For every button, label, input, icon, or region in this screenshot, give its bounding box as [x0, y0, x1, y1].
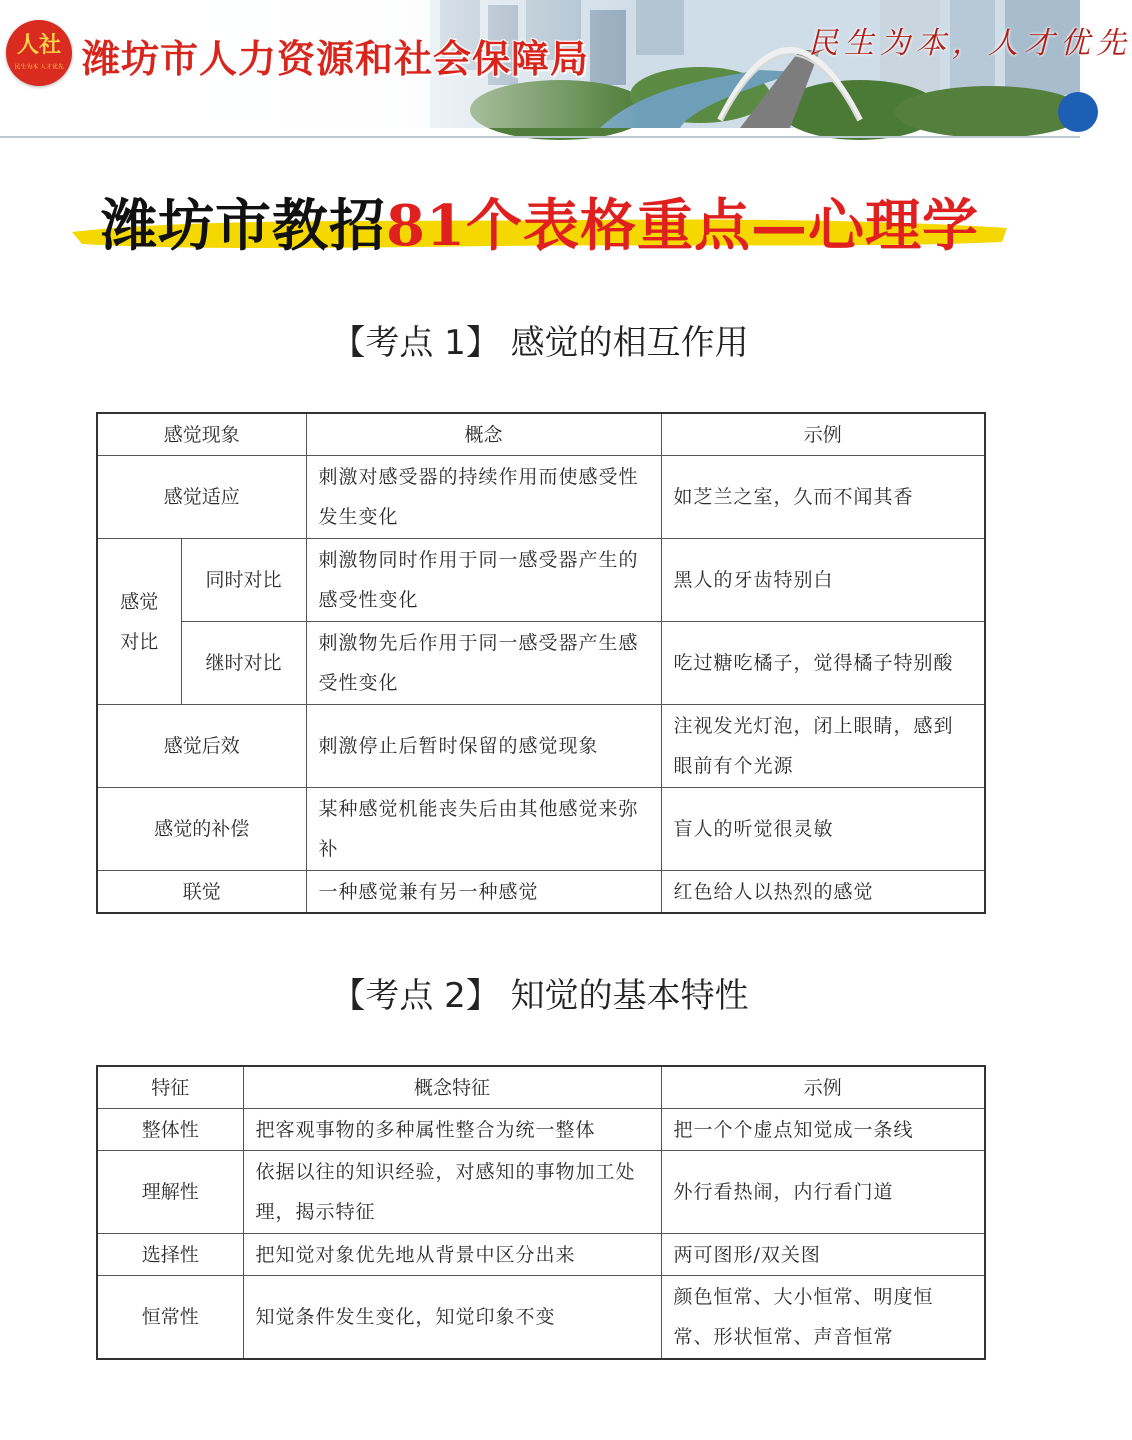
- row-concept: 把知觉对象优先地从背景中区分出来: [243, 1234, 661, 1276]
- table-header-row: [97, 1066, 985, 1109]
- banner-divider: [0, 136, 1080, 138]
- row-example: 红色给人以热烈的感觉: [661, 871, 985, 914]
- row-concept: 刺激物先后作用于同一感受器产生感受性变化: [306, 622, 661, 705]
- row-concept: 某种感觉机能丧失后由其他感觉来弥补: [306, 788, 661, 871]
- header-banner: [0, 0, 1132, 128]
- section1-heading: 【考点 1】 感觉的相互作用: [331, 323, 749, 363]
- row-example: 吃过糖吃橘子，觉得橘子特别酸: [661, 622, 985, 705]
- sensation-interaction-table: [96, 412, 986, 914]
- header-cell: 示例: [661, 1066, 985, 1109]
- header-cell: 特征: [97, 1066, 243, 1109]
- perception-features-table: [96, 1065, 986, 1360]
- row-concept: 刺激停止后暂时保留的感觉现象: [306, 705, 661, 788]
- table-row: [97, 622, 985, 705]
- header-cell: 概念: [306, 413, 661, 456]
- table-row: [97, 705, 985, 788]
- header-cell: 感觉现象: [97, 413, 306, 456]
- table-row: [97, 539, 985, 622]
- table-row: [97, 1234, 985, 1276]
- row-concept: 把客观事物的多种属性整合为统一整体: [243, 1109, 661, 1151]
- row-name: 恒常性: [97, 1276, 243, 1360]
- bureau-logo: [6, 20, 72, 86]
- table-row: [97, 1276, 985, 1360]
- row-name: 联觉: [97, 871, 306, 914]
- row-example: 两可图形/双关图: [661, 1234, 985, 1276]
- table-row: [97, 456, 985, 539]
- page-title-red: 81个表格重点—心理学: [386, 193, 979, 259]
- row-name: 同时对比: [181, 539, 306, 622]
- row-name: 感觉的补偿: [97, 788, 306, 871]
- banner-title: 潍坊市人力资源和社会保障局: [82, 37, 590, 81]
- header-cell: 示例: [661, 413, 985, 456]
- row-concept: 刺激对感受器的持续作用而使感受性发生变化: [306, 456, 661, 539]
- banner-slogan: 民生为本，人才优先: [808, 26, 1132, 61]
- row-example: 注视发光灯泡，闭上眼睛，感到眼前有个光源: [661, 705, 985, 788]
- logo-caption: 民生为本 人才优先: [14, 63, 64, 71]
- row-example: 盲人的听觉很灵敏: [661, 788, 985, 871]
- row-example: 黑人的牙齿特别白: [661, 539, 985, 622]
- row-example: 把一个个虚点知觉成一条线: [661, 1109, 985, 1151]
- row-name: 感觉适应: [97, 456, 306, 539]
- header-cell: 概念特征: [243, 1066, 661, 1109]
- row-concept: 知觉条件发生变化，知觉印象不变: [243, 1276, 661, 1360]
- row-group-name: 感觉对比: [97, 539, 181, 705]
- row-concept: 一种感觉兼有另一种感觉: [306, 871, 661, 914]
- search-badge-icon[interactable]: [1058, 92, 1098, 132]
- row-name: 感觉后效: [97, 705, 306, 788]
- table-header-row: [97, 413, 985, 456]
- row-example: 外行看热闹，内行看门道: [661, 1151, 985, 1234]
- row-name: 继时对比: [181, 622, 306, 705]
- logo-mark: 人社: [16, 32, 61, 58]
- row-name: 选择性: [97, 1234, 243, 1276]
- row-name: 理解性: [97, 1151, 243, 1234]
- row-example: 如芝兰之室，久而不闻其香: [661, 456, 985, 539]
- page-title: [0, 182, 1080, 262]
- section2-heading: 【考点 2】 知觉的基本特性: [331, 976, 749, 1016]
- table-row: [97, 788, 985, 871]
- table-row: [97, 1151, 985, 1234]
- table-row: [97, 871, 985, 914]
- page-title-black: 潍坊市教招: [101, 193, 387, 259]
- table-row: [97, 1109, 985, 1151]
- row-concept: 依据以往的知识经验，对感知的事物加工处理，揭示特征: [243, 1151, 661, 1234]
- row-name: 整体性: [97, 1109, 243, 1151]
- row-concept: 刺激物同时作用于同一感受器产生的感受性变化: [306, 539, 661, 622]
- row-example: 颜色恒常、大小恒常、明度恒常、形状恒常、声音恒常: [661, 1276, 985, 1360]
- page-title-area: [0, 178, 1080, 258]
